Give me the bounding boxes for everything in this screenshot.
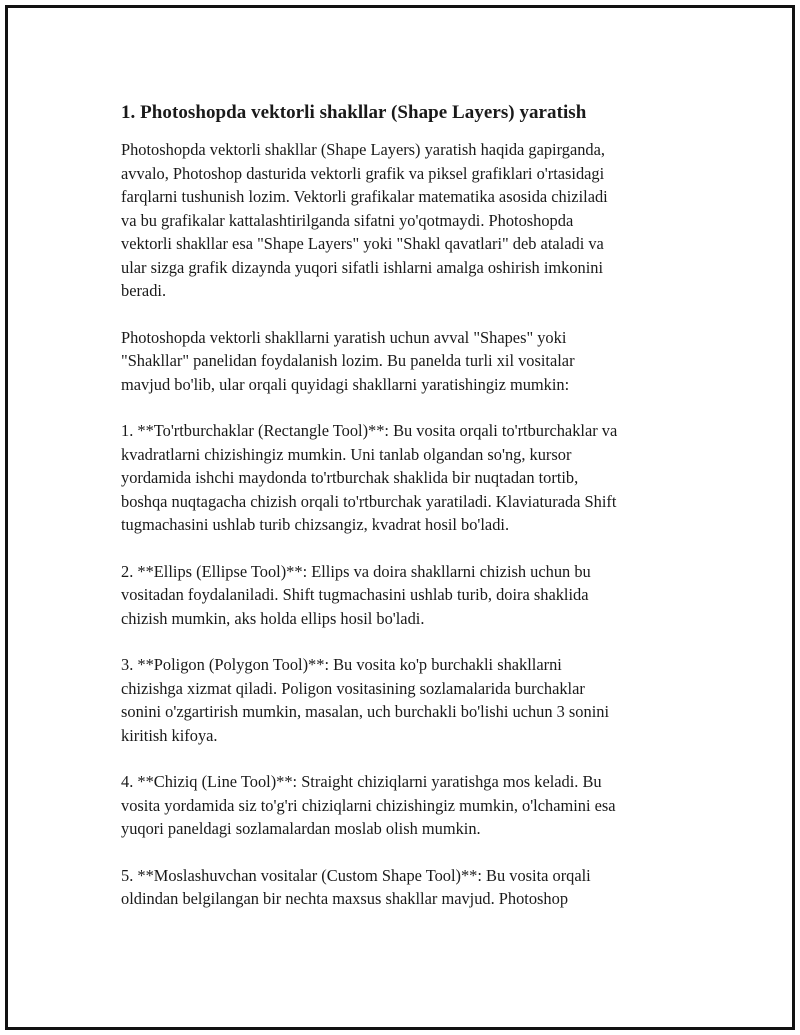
text-line: mavjud bo'lib, ular orqali quyidagi shakllarni yaratishingiz mumkin: xyxy=(121,374,570,394)
text-line: vositadan foydalaniladi. Shift tugmachasini ushlab turib, doira shaklida xyxy=(121,585,589,604)
text-line: chizish mumkin, aks holda ellips hosil bo'ladi. xyxy=(121,608,425,628)
text-line: kvadratlarni chizishingiz mumkin. Uni tanlab olgandan so'ng, kursor xyxy=(121,444,572,464)
text-line: Photoshopda vektorli shakllarni yaratish uchun avval "Shapes" yoki xyxy=(121,327,567,347)
section-heading: 1. Photoshopda vektorli shakllar (Shape Layers) yaratish xyxy=(121,102,587,123)
text-line: Photoshopda vektorli shakllar (Shape Layers) yaratish haqida gapirganda, xyxy=(121,140,605,159)
text-line: 1. **To'rtburchaklar (Rectangle Tool)**: Bu vosita orqali to'rtburchaklar va xyxy=(121,421,618,440)
text-line: vektorli shakllar esa "Shape Layers" yoki "Shakl qavatlari" deb ataladi va xyxy=(121,234,604,253)
paragraph-line-tool xyxy=(121,770,691,841)
text-line: 2. **Ellips (Ellipse Tool)**: Ellips va doira shakllarni chizish uchun bu xyxy=(121,561,591,581)
text-line: ular sizga grafik dizaynda yuqori sifatli ishlarni amalga oshirish imkonini xyxy=(121,257,604,277)
text-line: farqlarni tushunish lozim. Vektorli grafikalar matematika asosida chiziladi xyxy=(121,187,608,206)
text-line: 5. **Moslashuvchan vositalar (Custom Shape Tool)**: Bu vosita orqali xyxy=(121,865,591,885)
paragraph-custom-shape-tool xyxy=(121,864,691,911)
text-line: beradi. xyxy=(121,281,167,300)
text-line: boshqa nuqtagacha chizish orqali to'rtburchak yaratiladi. Klaviaturada Shift xyxy=(121,491,617,511)
text-line: yordamida ishchi maydonda to'rtburchak shaklida bir nuqtadan tortib, xyxy=(121,468,579,487)
paragraph-intro xyxy=(121,138,691,303)
text-line: tugmachasini ushlab turib chizsangiz, kvadrat hosil bo'ladi. xyxy=(121,515,510,534)
text-line: 3. **Poligon (Polygon Tool)**: Bu vosita ko'p burchakli shakllarni xyxy=(121,655,562,674)
text-line: chizishga xizmat qiladi. Poligon vositasining sozlamalarida burchaklar xyxy=(121,678,585,698)
paragraph-rectangle-tool xyxy=(121,419,691,537)
text-line: yuqori paneldagi sozlamalardan moslab olish mumkin. xyxy=(121,819,481,838)
paragraph-shapes-panel xyxy=(121,326,691,397)
text-line: "Shakllar" panelidan foydalanish lozim. Bu panelda turli xil vositalar xyxy=(121,351,575,370)
text-line: oldindan belgilangan bir nechta maxsus shakllar mavjud. Photoshop xyxy=(121,889,569,908)
text-line: avvalo, Photoshop dasturida vektorli grafik va piksel grafiklari o'rtasidagi xyxy=(121,163,605,183)
text-line: kiritish kifoya. xyxy=(121,725,218,745)
document-body xyxy=(121,101,691,934)
text-line: sonini o'zgartirish mumkin, masalan, uch burchakli bo'lishi uchun 3 sonini xyxy=(121,702,609,721)
text-line: 4. **Chiziq (Line Tool)**: Straight chiziqlarni yaratishga mos keladi. Bu xyxy=(121,772,602,791)
paragraph-ellipse-tool xyxy=(121,560,691,631)
paragraph-polygon-tool xyxy=(121,653,691,747)
text-line: va bu grafikalar kattalashtirilganda sifatni yo'qotmaydi. Photoshopda xyxy=(121,210,574,230)
text-line: vosita yordamida siz to'g'ri chiziqlarni chizishingiz mumkin, o'lchamini esa xyxy=(121,795,616,815)
page-frame xyxy=(5,5,795,1030)
